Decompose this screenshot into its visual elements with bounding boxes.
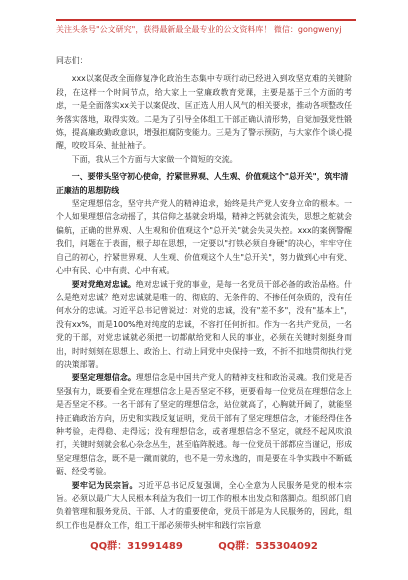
document-body — [56, 54, 352, 532]
intro-paragraph: xxx以案促改全面修复净化政治生态集中专项行动已经进入到攻坚克难的关键阶段，在这样一个时间节点，给大家上一堂廉政教育党课，主要是基于三个方面的考虑，一是全面落实xx关于以案促改、匡正选人用人风气的相关要求，推动各项整改任务落实落地，取得实效。二是为了引导全体组工干部正确认清形势，自觉加强党性锻炼，提高廉政勤政意识，增强拒腐防变能力。三是为了警示预防，与大家作个谈心提醒，咬咬耳朵、扯扯袖子。 — [56, 74, 352, 151]
text-faith: 理想信念是中国共产党人的精神支柱和政治灵魂。我们党是否坚强有力，既要看全党在理想信念上是否坚定不移，更要看每一位党员在理想信念上是否坚定不移。一名干部有了坚定的理想信念，站位就高了，心胸就开阔了，就能坚持正确政治方向，历史和实践反复证明，党员干部有了坚定理想信念，才能经得住各种考验，走得稳、走得远；没有理想信念，或者理想信念不坚定，就经不起风吹浪打，关键时刻就会私心杂念丛生，甚至临阵脱逃。每一位党员干部都应当谨记，形成坚定理想信念，既不是一蹴而就的，也不是一劳永逸的，而是要在斗争实践中不断砥砺、经受考验。 — [56, 373, 352, 477]
footer-contacts — [0, 537, 408, 552]
paragraph-loyalty — [56, 278, 352, 372]
paragraph-ideals: 坚定理想信念，坚守共产党人的精神追求，始终是共产党人安身立命的根本。一个人如果理想信念动摇了，其信仰之基就会坍塌，精神之钙就会流失，思想之舵就会偏航，正确的世界观、人生观和价值观这个"总开关"就会失灵失控。xxx的案例警醒我们，问题在于表面，根子却在思想，一定要以"打铁必须自身硬"的决心，牢牢守住自己的初心，拧紧世界观、人生观、价值观这个人生"总开关"，努力做到心中有党、心中有民、心中有责、心中有戒。 — [56, 199, 352, 276]
salutation: 同志们： — [56, 56, 88, 65]
qq-group-2: QQ群：535304092 — [218, 541, 318, 552]
lead-faith: 要坚定理想信念。 — [71, 373, 136, 383]
lead-loyalty: 要对党绝对忠诚。 — [71, 279, 136, 289]
transition-paragraph: 下面，我从三个方面与大家做一个简短的交流。 — [71, 154, 238, 164]
paragraph-faith — [56, 371, 352, 478]
text-loyalty: 绝对忠诚于党的事业，是每一名党员干部必备的政治品格。什么是绝对忠诚？绝对忠诚就是唯一的、彻底的、无条件的、不掺任何杂质的，没有任何水分的忠诚。习近平总书记曾说过：对党的忠诚，没有"差不多"，没有"基本上"，没有xx%，而是100%绝对纯度的忠诚，不容打任何折扣。作为一名共产党员，一名党的干部，对党忠诚就必须把一切都献给党和人民的事业，必须在关键时刻挺身而出，时时刻刻在思想上、政治上、行动上同党中央保持一致，不折不扣地贯彻执行党的决策部署。 — [56, 279, 352, 369]
section-heading-1: 一、要带头坚守初心使命，拧紧世界观、人生观、价值观这个"总开关"，筑牢清正廉洁的思想防线 — [56, 172, 349, 195]
qq-group-1: QQ群：31991489 — [90, 541, 183, 552]
lead-purpose: 要牢记为民宗旨。 — [71, 480, 138, 490]
promo-banner: 关注头条号"公文研究"，获得最新最全最专业的公文资料库！ 微信：gongwenyj — [56, 19, 356, 35]
paragraph-purpose — [56, 479, 352, 533]
text-purpose: 习近平总书记反复强调，全心全意为人民服务是党的根本宗旨。必须以最广大人民根本利益为我们一切工作的根本出发点和落脚点。组织部门肩负着管理和服务党员、干部、人才的重要使命，党员干部是为人民服务的，因此，组织工作也是群众工作，组工干部必须带头树牢和践行宗旨意 — [56, 480, 352, 530]
